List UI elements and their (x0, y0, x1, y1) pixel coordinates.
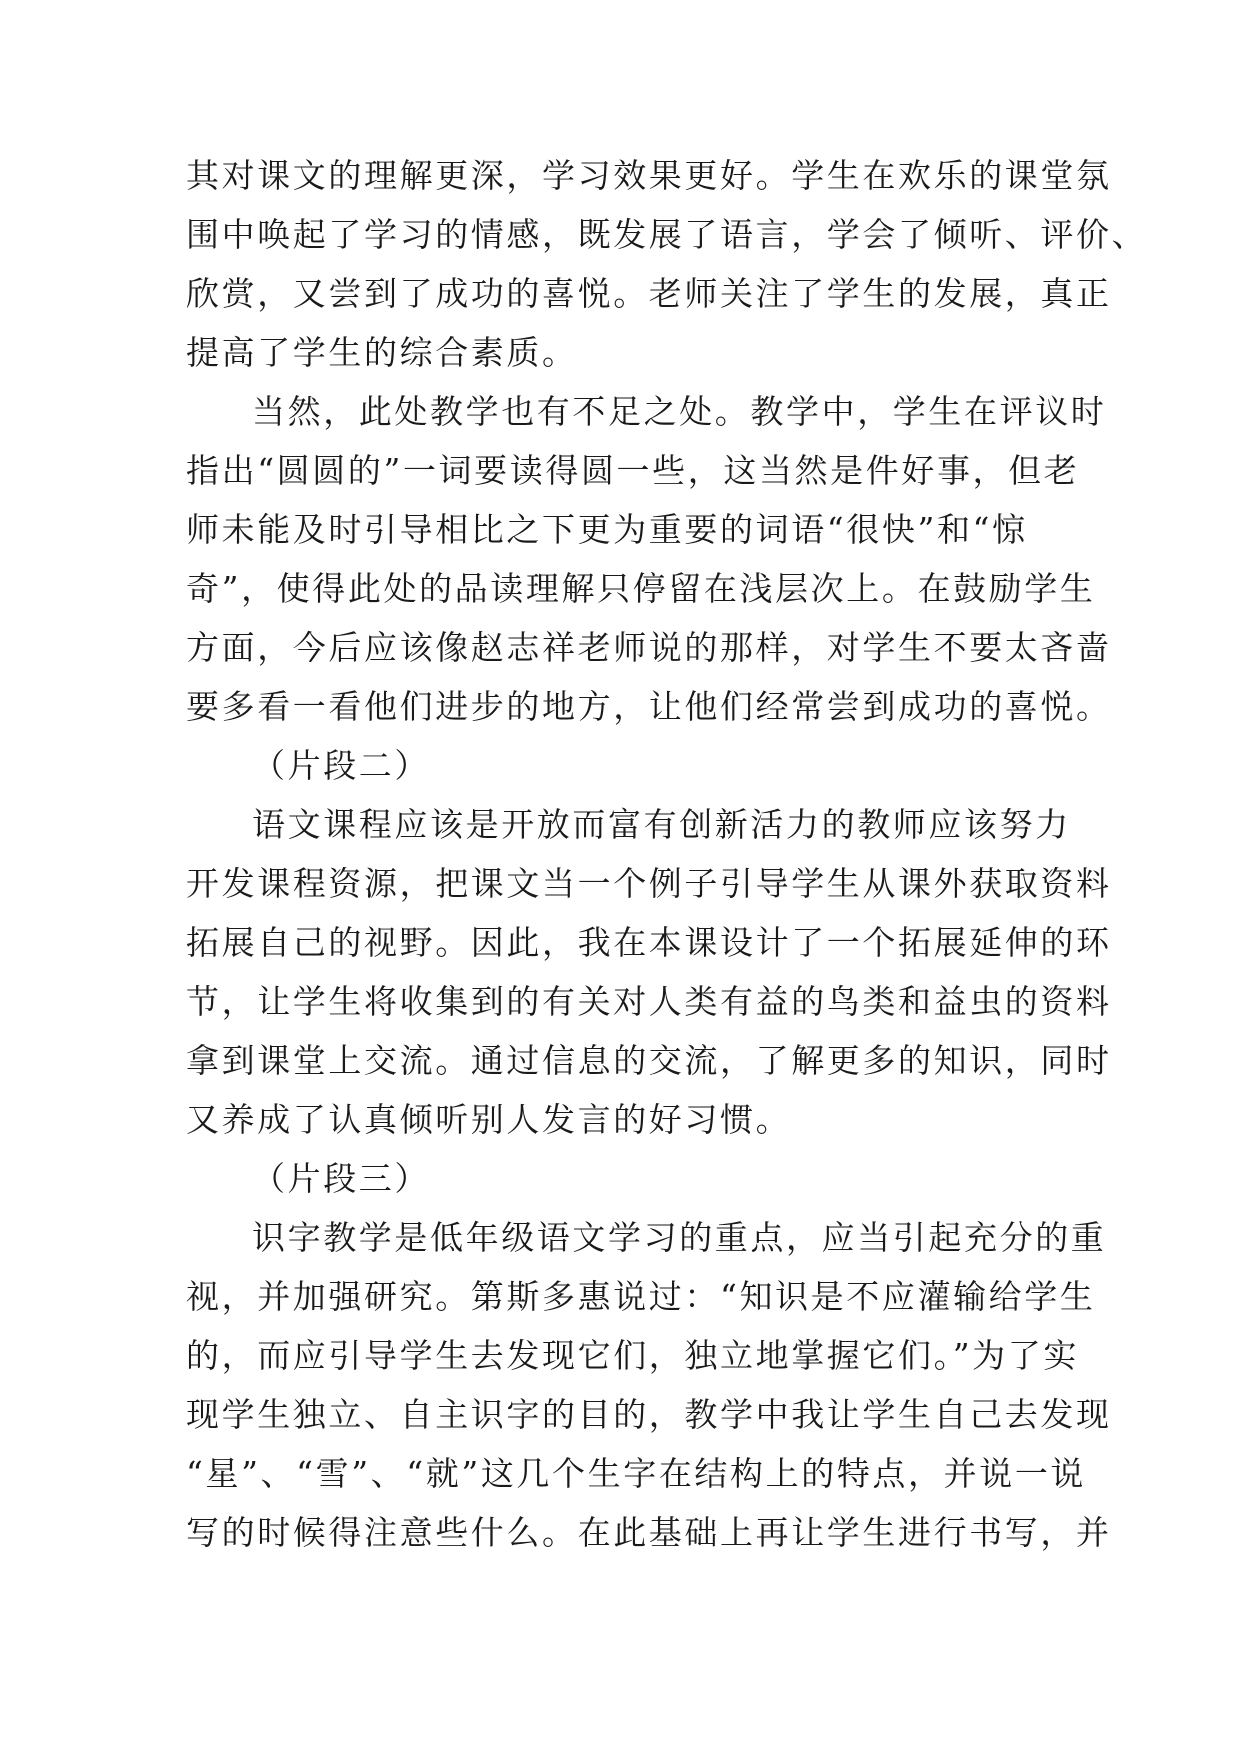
text-line: “星”、“雪”、“就”这几个生字在结构上的特点，并说一说 (186, 1454, 1087, 1493)
text-line: 其对课文的理解更深，学习效果更好。学生在欢乐的课堂氛 (186, 156, 1112, 195)
text-line: 当然，此处教学也有不足之处。教学中，学生在评议时 (252, 392, 1107, 431)
text-line: 要多看一看他们进步的地方，让他们经常尝到成功的喜悦。 (186, 687, 1112, 726)
text-line: 现学生独立、自主识字的目的，教学中我让学生自己去发现 (186, 1395, 1112, 1434)
paragraph (186, 382, 1112, 736)
section-heading-text: （片段二） (252, 746, 430, 785)
section-heading (186, 1149, 1066, 1208)
section-heading (186, 736, 1066, 795)
paragraph (186, 1208, 1112, 1562)
text-line: 奇”，使得此处的品读理解只停留在浅层次上。在鼓励学生 (186, 569, 1096, 608)
text-line: 识字教学是低年级语文学习的重点，应当引起充分的重 (252, 1218, 1107, 1257)
paragraph (186, 146, 1148, 382)
text-line: 节，让学生将收集到的有关对人类有益的鸟类和益虫的资料 (186, 982, 1112, 1021)
text-line: 的，而应引导学生去发现它们，独立地掌握它们。”为了实 (186, 1336, 1079, 1375)
document-body (186, 146, 1148, 1562)
text-line: 欣赏，又尝到了成功的喜悦。老师关注了学生的发展，真正 (186, 274, 1112, 313)
text-line: 方面，今后应该像赵志祥老师说的那样，对学生不要太吝啬 (186, 628, 1112, 667)
text-line: 提高了学生的综合素质。 (186, 333, 578, 372)
text-line: 指出“圆圆的”一词要读得圆一些，这当然是件好事，但老 (186, 451, 1080, 490)
section-heading-text: （片段三） (252, 1159, 430, 1198)
paragraph (186, 795, 1112, 1149)
text-line: 写的时候得注意些什么。在此基础上再让学生进行书写，并 (186, 1513, 1112, 1552)
text-line: 师未能及时引导相比之下更为重要的词语“很快”和“惊 (186, 510, 1028, 549)
text-line: 视，并加强研究。第斯多惠说过：“知识是不应灌输给学生 (186, 1277, 1096, 1316)
text-line: 拓展自己的视野。因此，我在本课设计了一个拓展延伸的环 (186, 923, 1112, 962)
text-line: 开发课程资源，把课文当一个例子引导学生从课外获取资料 (186, 864, 1112, 903)
text-line: 围中唤起了学习的情感，既发展了语言，学会了倾听、评价、 (186, 215, 1148, 254)
text-line: 又养成了认真倾听别人发言的好习惯。 (186, 1100, 792, 1139)
text-line: 拿到课堂上交流。通过信息的交流，了解更多的知识，同时 (186, 1041, 1112, 1080)
text-line: 语文课程应该是开放而富有创新活力的教师应该努力 (252, 805, 1071, 844)
